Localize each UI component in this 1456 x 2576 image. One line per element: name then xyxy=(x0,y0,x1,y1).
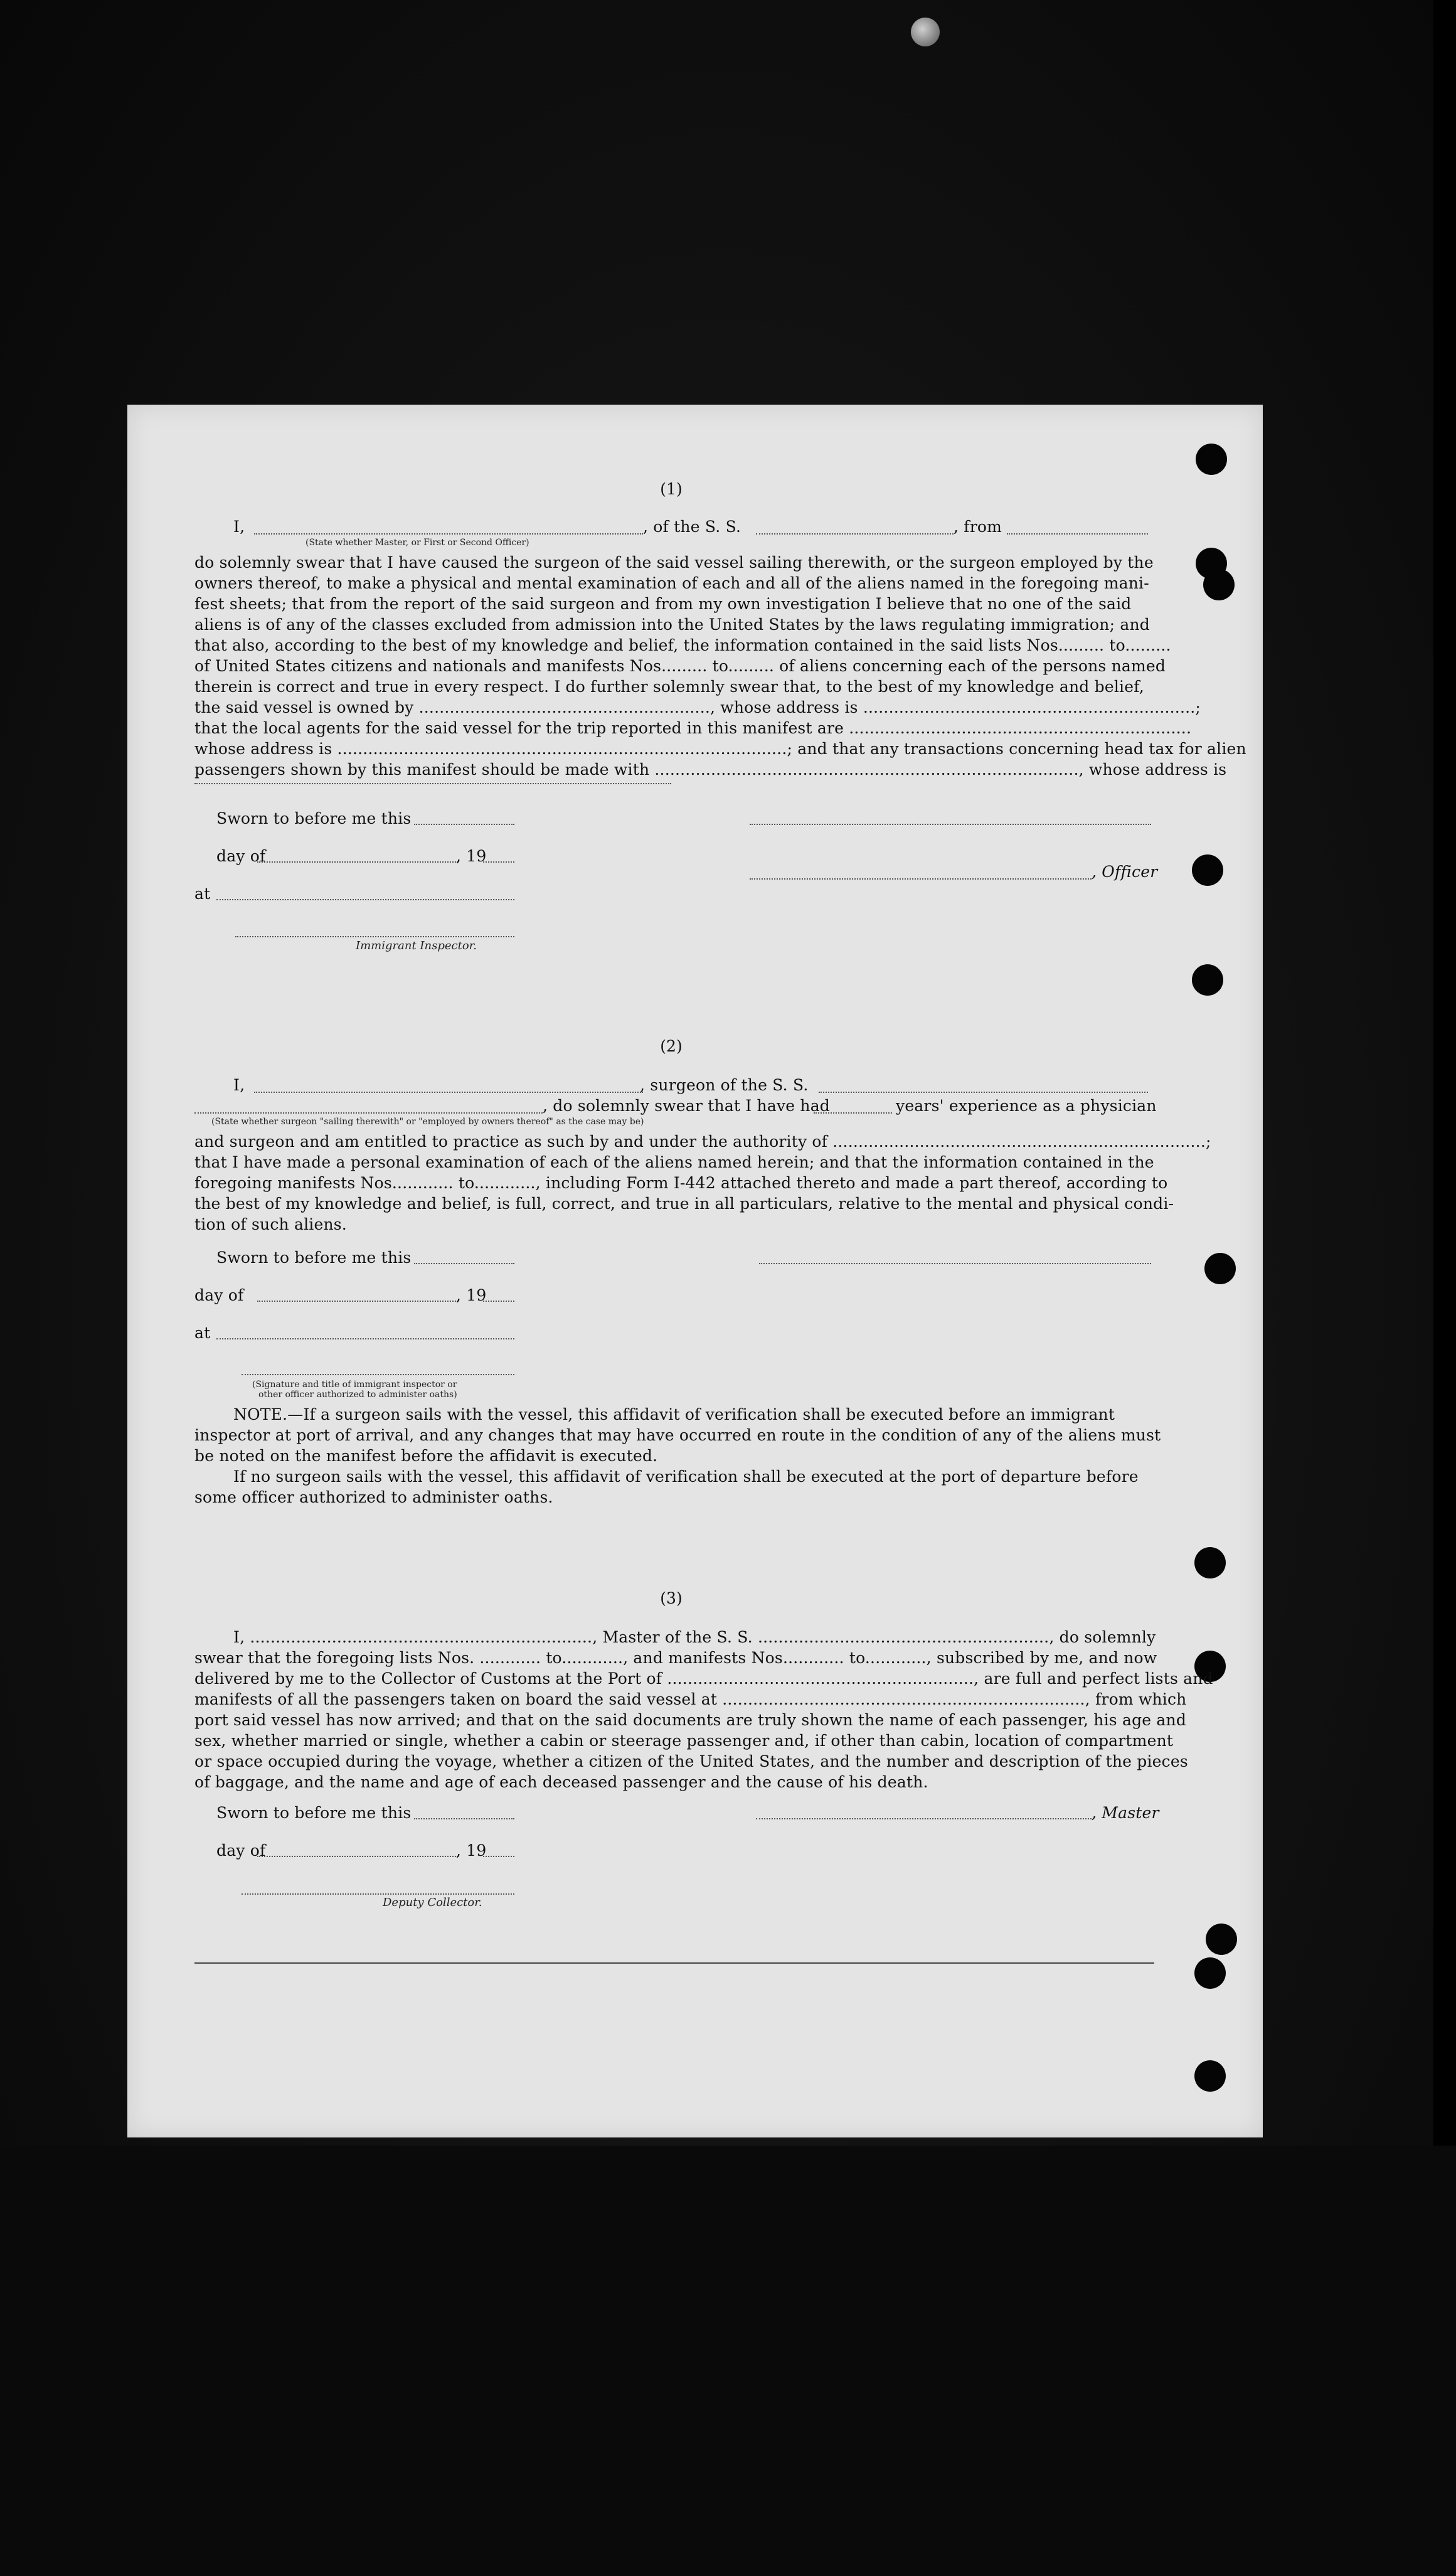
section-1-from: , from xyxy=(954,518,1002,536)
section-1-day-of-label: day of xyxy=(216,847,266,865)
section-3-text-line: manifests of all the passengers taken on board the said vessel at ......................................................................., from which xyxy=(194,1690,1187,1708)
section-2-sworn-date-field[interactable] xyxy=(414,1263,514,1264)
section-2-text-line: tion of such aliens. xyxy=(194,1215,347,1233)
deputy-collector-caption: Deputy Collector. xyxy=(383,1896,482,1909)
section-1-of-ss: , of the S. S. xyxy=(643,518,741,536)
section-3-text-line: I, ..................................................................., Master of the S. S. ........................................................., do solemnly xyxy=(233,1628,1156,1646)
note-text-line: be noted on the manifest before the affidavit is executed. xyxy=(194,1447,658,1465)
section-3-day-of-label: day of xyxy=(216,1841,266,1860)
section-3-number: (3) xyxy=(660,1589,683,1607)
section-3-text-line: swear that the foregoing lists Nos. ............ to............, and manifests Nos............ to............, subscribed by me, and now xyxy=(194,1649,1157,1667)
section-1-at-label: at xyxy=(194,885,211,903)
surgeon-status-field[interactable] xyxy=(194,1112,543,1114)
section-2-text-line: and surgeon and am entitled to practice as such by and under the authority of .........................................................................; xyxy=(194,1132,1211,1151)
section-3-sworn-date-field[interactable] xyxy=(414,1818,514,1819)
section-3-text-line: sex, whether married or single, whether a cabin or steerage passenger and, if other than cabin, location of compartment xyxy=(194,1732,1174,1750)
officer-caption: (State whether Master, or First or Second Officer) xyxy=(306,538,529,548)
section-3-year-label: , 19 xyxy=(456,1841,487,1860)
section-1-month-field[interactable] xyxy=(257,861,458,863)
section-1-text-line: passengers shown by this manifest should be made with ..................................................................................., whose address is xyxy=(194,760,1227,779)
section-2-text-line: the best of my knowledge and belief, is full, correct, and true in all particulars, relative to the mental and physical condi- xyxy=(194,1195,1174,1213)
section-1-text-line: owners thereof, to make a physical and mental examination of each and all of the aliens named in the foregoing mani- xyxy=(194,574,1149,592)
section-3-year-field[interactable] xyxy=(483,1856,514,1857)
section-2-day-of-label: day of xyxy=(194,1286,244,1304)
master-signature-field[interactable] xyxy=(756,1818,1092,1819)
section-2-experience-text: years' experience as a physician xyxy=(896,1097,1157,1115)
section-1-officer-signature-field[interactable] xyxy=(750,824,1151,825)
scan-bottom-background xyxy=(0,2146,1456,2576)
section-2-surgeon-of-ss: , surgeon of the S. S. xyxy=(640,1076,809,1094)
punch-hole xyxy=(1192,854,1223,886)
immigrant-inspector-caption: Immigrant Inspector. xyxy=(356,939,477,952)
section-1-text-line: of United States citizens and nationals and manifests Nos......... to......... of aliens concerning each of the persons named xyxy=(194,657,1166,675)
vessel-name-field[interactable] xyxy=(756,533,954,535)
section-3-sworn-label: Sworn to before me this xyxy=(216,1804,412,1822)
section-2-year-field[interactable] xyxy=(483,1301,514,1302)
section-1-number: (1) xyxy=(660,480,683,498)
section-1-text-line: that the local agents for the said vessel for the trip reported in this manifest are ................................................................... xyxy=(194,719,1192,737)
section-1-text-line: therein is correct and true in every respect. I do further solemnly swear that, to the best of my knowledge and belief, xyxy=(194,678,1144,696)
section-3-text-line: or space occupied during the voyage, whether a citizen of the United States, and the number and description of the pieces xyxy=(194,1752,1188,1770)
note-text-line: inspector at port of arrival, and any changes that may have occurred en route in the condition of any of the aliens must xyxy=(194,1426,1161,1444)
section-1-text-line: do solemnly swear that I have caused the surgeon of the said vessel sailing therewith, or the surgeon employed by the xyxy=(194,553,1154,572)
departure-port-field[interactable] xyxy=(1007,533,1148,535)
section-1-text-line: fest sheets; that from the report of the said surgeon and from my own investigation I believe that no one of the said xyxy=(194,595,1132,613)
note-text-line: NOTE.—If a surgeon sails with the vessel, this affidavit of verification shall be executed before an immigrant xyxy=(233,1405,1115,1424)
officer-name-field[interactable] xyxy=(750,878,1092,880)
punch-hole xyxy=(1203,569,1235,600)
section-1-text-line: the said vessel is owned by ........................................................., whose address is .................................................................; xyxy=(194,698,1201,716)
officer-title-field[interactable] xyxy=(254,533,643,535)
deputy-collector-signature-field[interactable] xyxy=(242,1893,514,1895)
section-2-text-line: that I have made a personal examination of each of the aliens named herein; and that the information contained in the xyxy=(194,1153,1154,1171)
section-2-place-field[interactable] xyxy=(216,1338,514,1339)
punch-hole xyxy=(1206,1924,1237,1955)
punch-hole xyxy=(1194,1547,1226,1578)
section-2-text-line: foregoing manifests Nos............ to............, including Form I-442 attached thereto and made a part thereof, according to xyxy=(194,1174,1168,1192)
section-2-year-label: , 19 xyxy=(456,1286,487,1304)
section-3-text-line: delivered by me to the Collector of Customs at the Port of ............................................................, are full and perfect lists and xyxy=(194,1669,1213,1688)
section-1-text-line: that also, according to the best of my knowledge and belief, the information contained in the said lists Nos......... to......... xyxy=(194,636,1171,654)
surgeon-signature-field[interactable] xyxy=(759,1263,1151,1264)
section-2-line-1-start: I, xyxy=(233,1076,245,1094)
section-1-year-label: , 19 xyxy=(456,847,487,865)
master-label: , Master xyxy=(1092,1804,1159,1822)
punch-hole xyxy=(1194,1957,1226,1989)
punch-hole xyxy=(1204,1253,1236,1284)
section-2-swear-text: , do solemnly swear that I have had xyxy=(543,1097,831,1115)
punch-hole xyxy=(1196,444,1227,475)
note-text-line: some officer authorized to administer oaths. xyxy=(194,1488,553,1506)
section-2-at-label: at xyxy=(194,1324,211,1342)
address-continuation-field[interactable] xyxy=(194,783,671,784)
surgeon-status-caption: (State whether surgeon "sailing therewith" or "employed by owners thereof" as the case may be) xyxy=(211,1117,644,1127)
surgeon-name-field[interactable] xyxy=(254,1092,643,1093)
punch-hole xyxy=(1192,964,1223,996)
section-1-text-line: aliens is of any of the classes excluded from admission into the United States by the laws regulating immigration; and xyxy=(194,615,1150,634)
section-1-text-line: whose address is ........................................................................................; and that any transactions concerning head tax for alien xyxy=(194,740,1246,758)
section-2-number: (2) xyxy=(660,1037,683,1055)
punch-hole xyxy=(1194,2060,1226,2092)
section-3-month-field[interactable] xyxy=(257,1856,458,1857)
section-1-sworn-date-field[interactable] xyxy=(414,824,514,825)
section-1-line-1-start: I, xyxy=(233,518,245,536)
section-1-year-field[interactable] xyxy=(483,861,514,863)
immigrant-inspector-signature-field[interactable] xyxy=(235,936,514,937)
years-experience-field[interactable] xyxy=(814,1112,892,1114)
inspector-signature-field[interactable] xyxy=(242,1374,514,1375)
section-2-vessel-field[interactable] xyxy=(819,1092,1148,1093)
section-2-month-field[interactable] xyxy=(257,1301,458,1302)
section-3-text-line: port said vessel has now arrived; and that on the said documents are truly shown the name of each passenger, his age and xyxy=(194,1711,1187,1729)
section-2-sworn-label: Sworn to before me this xyxy=(216,1248,412,1267)
section-3-text-line: of baggage, and the name and age of each deceased passenger and the cause of his death. xyxy=(194,1773,928,1791)
note-text-line: If no surgeon sails with the vessel, this affidavit of verification shall be executed at the port of departure before xyxy=(233,1467,1139,1486)
signature-caption-line-1: (Signature and title of immigrant inspector or xyxy=(252,1380,457,1390)
signature-caption-line-2: other officer authorized to administer oaths) xyxy=(258,1390,457,1400)
section-1-sworn-label: Sworn to before me this xyxy=(216,809,412,828)
bottom-rule xyxy=(194,1962,1154,1964)
thumbtack xyxy=(911,18,940,46)
section-1-place-field[interactable] xyxy=(216,899,514,900)
officer-label: , Officer xyxy=(1092,863,1158,881)
